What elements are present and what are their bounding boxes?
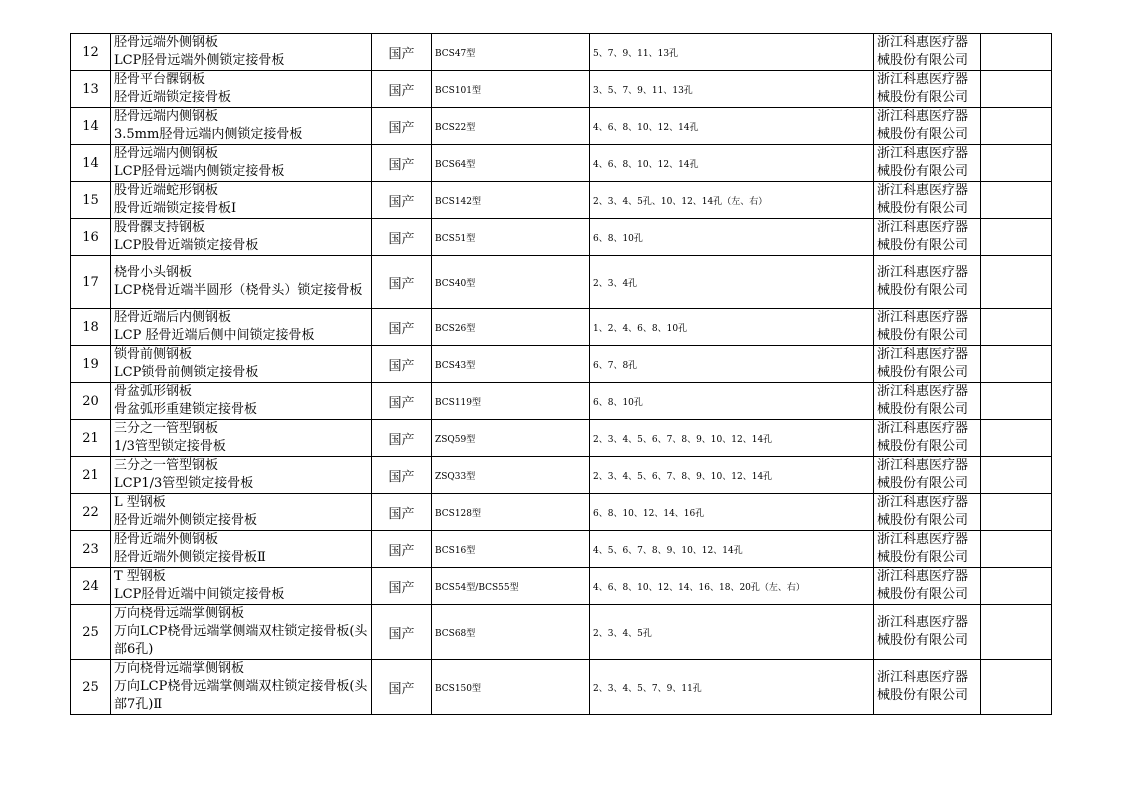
empty-cell	[981, 457, 1052, 494]
product-registered-name: 骨盆弧形重建锁定接骨板	[114, 402, 258, 417]
product-common-name: 三分之一管型钢板	[114, 421, 219, 436]
table-row	[71, 71, 1052, 108]
model-cell: BCS101型	[432, 71, 590, 108]
model-cell: BCS64型	[432, 145, 590, 182]
manufacturer-cell	[874, 531, 981, 568]
empty-cell	[981, 309, 1052, 346]
origin-cell: 国产	[372, 182, 432, 219]
empty-cell	[981, 531, 1052, 568]
manufacturer-line-1: 浙江科惠医疗器	[877, 146, 969, 161]
manufacturer-cell	[874, 108, 981, 145]
row-number-cell: 16	[71, 219, 111, 256]
product-name-cell	[111, 605, 372, 660]
product-table-body	[71, 34, 1052, 715]
product-name-cell	[111, 145, 372, 182]
product-name-cell	[111, 420, 372, 457]
manufacturer-line-2: 械股份有限公司	[877, 513, 969, 528]
spec-cell: 2、3、4、5孔	[590, 605, 874, 660]
empty-cell	[981, 605, 1052, 660]
product-registered-name: LCP胫骨远端外侧锁定接骨板	[114, 53, 285, 68]
empty-cell	[981, 420, 1052, 457]
model-cell: BCS68型	[432, 605, 590, 660]
product-registered-name: LCP胫骨近端中间锁定接骨板	[114, 587, 285, 602]
manufacturer-line-2: 械股份有限公司	[877, 633, 969, 648]
origin-cell: 国产	[372, 256, 432, 309]
model-cell: BCS51型	[432, 219, 590, 256]
spec-cell: 6、8、10孔	[590, 383, 874, 420]
model-cell: BCS47型	[432, 34, 590, 71]
manufacturer-line-2: 械股份有限公司	[877, 53, 969, 68]
row-number-cell: 25	[71, 605, 111, 660]
manufacturer-line-2: 械股份有限公司	[877, 283, 969, 298]
table-row	[71, 383, 1052, 420]
product-registered-name: 胫骨近端外侧锁定接骨板	[114, 513, 258, 528]
manufacturer-cell	[874, 420, 981, 457]
manufacturer-line-1: 浙江科惠医疗器	[877, 109, 969, 124]
manufacturer-line-1: 浙江科惠医疗器	[877, 183, 969, 198]
table-row	[71, 531, 1052, 568]
table-row	[71, 568, 1052, 605]
spec-cell: 4、6、8、10、12、14、16、18、20孔（左、右）	[590, 568, 874, 605]
row-number-cell: 23	[71, 531, 111, 568]
spec-cell: 4、6、8、10、12、14孔	[590, 108, 874, 145]
manufacturer-line-1: 浙江科惠医疗器	[877, 670, 969, 685]
product-registered-name: 3.5mm胫骨远端内侧锁定接骨板	[114, 127, 303, 142]
manufacturer-cell	[874, 457, 981, 494]
origin-cell: 国产	[372, 219, 432, 256]
product-name-cell	[111, 383, 372, 420]
manufacturer-cell	[874, 605, 981, 660]
table-row	[71, 108, 1052, 145]
manufacturer-line-2: 械股份有限公司	[877, 476, 969, 491]
table-row	[71, 182, 1052, 219]
empty-cell	[981, 256, 1052, 309]
model-cell: ZSQ33型	[432, 457, 590, 494]
product-name-cell	[111, 182, 372, 219]
product-registered-name: 万向LCP桡骨远端掌侧端双柱锁定接骨板(头部6孔)	[114, 624, 368, 657]
spec-cell: 2、3、4孔	[590, 256, 874, 309]
manufacturer-line-1: 浙江科惠医疗器	[877, 495, 969, 510]
manufacturer-line-2: 械股份有限公司	[877, 550, 969, 565]
product-registered-name: LCP胫骨远端内侧锁定接骨板	[114, 164, 285, 179]
row-number-cell: 12	[71, 34, 111, 71]
origin-cell: 国产	[372, 346, 432, 383]
manufacturer-cell	[874, 34, 981, 71]
row-number-cell: 21	[71, 457, 111, 494]
origin-cell: 国产	[372, 457, 432, 494]
manufacturer-line-2: 械股份有限公司	[877, 201, 969, 216]
table-row	[71, 457, 1052, 494]
product-registered-name: 万向LCP桡骨远端掌侧端双柱锁定接骨板(头部7孔)Ⅱ	[114, 679, 368, 712]
row-number-cell: 17	[71, 256, 111, 309]
empty-cell	[981, 383, 1052, 420]
product-name-cell	[111, 346, 372, 383]
product-name-cell	[111, 219, 372, 256]
product-name-cell	[111, 108, 372, 145]
origin-cell: 国产	[372, 420, 432, 457]
product-table	[70, 33, 1052, 715]
origin-cell: 国产	[372, 494, 432, 531]
empty-cell	[981, 182, 1052, 219]
manufacturer-cell	[874, 256, 981, 309]
row-number-cell: 18	[71, 309, 111, 346]
origin-cell: 国产	[372, 145, 432, 182]
product-name-cell	[111, 494, 372, 531]
model-cell: BCS40型	[432, 256, 590, 309]
manufacturer-line-1: 浙江科惠医疗器	[877, 220, 969, 235]
model-cell: BCS128型	[432, 494, 590, 531]
row-number-cell: 14	[71, 108, 111, 145]
table-row	[71, 256, 1052, 309]
model-cell: BCS22型	[432, 108, 590, 145]
table-row	[71, 605, 1052, 660]
table-row	[71, 309, 1052, 346]
spec-cell: 6、8、10孔	[590, 219, 874, 256]
manufacturer-line-2: 械股份有限公司	[877, 238, 969, 253]
model-cell: BCS16型	[432, 531, 590, 568]
manufacturer-line-2: 械股份有限公司	[877, 90, 969, 105]
table-row	[71, 494, 1052, 531]
row-number-cell: 15	[71, 182, 111, 219]
empty-cell	[981, 346, 1052, 383]
empty-cell	[981, 145, 1052, 182]
manufacturer-line-1: 浙江科惠医疗器	[877, 384, 969, 399]
row-number-cell: 24	[71, 568, 111, 605]
product-name-cell	[111, 256, 372, 309]
manufacturer-line-2: 械股份有限公司	[877, 328, 969, 343]
manufacturer-cell	[874, 346, 981, 383]
manufacturer-cell	[874, 660, 981, 715]
spec-cell: 6、7、8孔	[590, 346, 874, 383]
product-common-name: L 型钢板	[114, 495, 166, 510]
model-cell: BCS142型	[432, 182, 590, 219]
manufacturer-line-1: 浙江科惠医疗器	[877, 458, 969, 473]
manufacturer-cell	[874, 309, 981, 346]
product-common-name: 股骨近端蛇形钢板	[114, 183, 219, 198]
manufacturer-cell	[874, 219, 981, 256]
row-number-cell: 25	[71, 660, 111, 715]
row-number-cell: 21	[71, 420, 111, 457]
table-row	[71, 34, 1052, 71]
product-name-cell	[111, 531, 372, 568]
manufacturer-cell	[874, 71, 981, 108]
spec-cell: 2、3、4、5、6、7、8、9、10、12、14孔	[590, 457, 874, 494]
spec-cell: 3、5、7、9、11、13孔	[590, 71, 874, 108]
manufacturer-line-2: 械股份有限公司	[877, 688, 969, 703]
manufacturer-cell	[874, 568, 981, 605]
model-cell: BCS54型/BCS55型	[432, 568, 590, 605]
product-common-name: 胫骨平台髁钢板	[114, 72, 206, 87]
manufacturer-cell	[874, 383, 981, 420]
row-number-cell: 14	[71, 145, 111, 182]
product-registered-name: 股骨近端锁定接骨板Ⅰ	[114, 201, 237, 216]
product-common-name: 万向桡骨远端掌侧钢板	[114, 606, 245, 621]
origin-cell: 国产	[372, 568, 432, 605]
spec-cell: 1、2、4、6、8、10孔	[590, 309, 874, 346]
spec-cell: 4、6、8、10、12、14孔	[590, 145, 874, 182]
row-number-cell: 19	[71, 346, 111, 383]
origin-cell: 国产	[372, 605, 432, 660]
manufacturer-line-2: 械股份有限公司	[877, 365, 969, 380]
manufacturer-line-1: 浙江科惠医疗器	[877, 421, 969, 436]
manufacturer-cell	[874, 182, 981, 219]
spec-cell: 2、3、4、5、7、9、11孔	[590, 660, 874, 715]
product-name-cell	[111, 71, 372, 108]
product-common-name: 胫骨远端内侧钢板	[114, 146, 219, 161]
model-cell: ZSQ59型	[432, 420, 590, 457]
origin-cell: 国产	[372, 108, 432, 145]
product-common-name: T 型钢板	[114, 569, 166, 584]
product-common-name: 胫骨远端外侧钢板	[114, 35, 219, 50]
manufacturer-line-1: 浙江科惠医疗器	[877, 35, 969, 50]
manufacturer-line-1: 浙江科惠医疗器	[877, 532, 969, 547]
origin-cell: 国产	[372, 309, 432, 346]
product-name-cell	[111, 660, 372, 715]
product-common-name: 骨盆弧形钢板	[114, 384, 193, 399]
origin-cell: 国产	[372, 383, 432, 420]
table-row	[71, 219, 1052, 256]
spec-cell: 2、3、4、5孔、10、12、14孔（左、右）	[590, 182, 874, 219]
manufacturer-cell	[874, 145, 981, 182]
manufacturer-line-1: 浙江科惠医疗器	[877, 569, 969, 584]
manufacturer-line-2: 械股份有限公司	[877, 439, 969, 454]
empty-cell	[981, 34, 1052, 71]
origin-cell: 国产	[372, 34, 432, 71]
manufacturer-line-2: 械股份有限公司	[877, 402, 969, 417]
manufacturer-line-1: 浙江科惠医疗器	[877, 310, 969, 325]
row-number-cell: 22	[71, 494, 111, 531]
product-registered-name: LCP桡骨近端半圆形（桡骨头）锁定接骨板	[114, 283, 363, 298]
product-registered-name: 1/3管型锁定接骨板	[114, 439, 226, 454]
table-row	[71, 346, 1052, 383]
origin-cell: 国产	[372, 71, 432, 108]
product-common-name: 胫骨远端内侧钢板	[114, 109, 219, 124]
product-common-name: 胫骨近端后内侧钢板	[114, 310, 232, 325]
product-common-name: 胫骨近端外侧钢板	[114, 532, 219, 547]
product-name-cell	[111, 568, 372, 605]
spec-cell: 4、5、6、7、8、9、10、12、14孔	[590, 531, 874, 568]
manufacturer-line-1: 浙江科惠医疗器	[877, 265, 969, 280]
empty-cell	[981, 568, 1052, 605]
manufacturer-line-2: 械股份有限公司	[877, 127, 969, 142]
product-registered-name: 胫骨近端外侧锁定接骨板Ⅱ	[114, 550, 266, 565]
product-common-name: 桡骨小头钢板	[114, 265, 193, 280]
product-common-name: 万向桡骨远端掌侧钢板	[114, 661, 245, 676]
product-registered-name: LCP锁骨前侧锁定接骨板	[114, 365, 259, 380]
manufacturer-line-2: 械股份有限公司	[877, 587, 969, 602]
manufacturer-line-2: 械股份有限公司	[877, 164, 969, 179]
empty-cell	[981, 71, 1052, 108]
spec-cell: 2、3、4、5、6、7、8、9、10、12、14孔	[590, 420, 874, 457]
manufacturer-line-1: 浙江科惠医疗器	[877, 347, 969, 362]
empty-cell	[981, 108, 1052, 145]
table-row	[71, 420, 1052, 457]
product-name-cell	[111, 34, 372, 71]
manufacturer-line-1: 浙江科惠医疗器	[877, 615, 969, 630]
model-cell: BCS150型	[432, 660, 590, 715]
product-common-name: 股骨髁支持钢板	[114, 220, 206, 235]
row-number-cell: 20	[71, 383, 111, 420]
table-row	[71, 660, 1052, 715]
product-name-cell	[111, 309, 372, 346]
product-registered-name: LCP1/3管型锁定接骨板	[114, 476, 254, 491]
product-registered-name: 胫骨近端锁定接骨板	[114, 90, 232, 105]
manufacturer-line-1: 浙江科惠医疗器	[877, 72, 969, 87]
empty-cell	[981, 660, 1052, 715]
product-common-name: 锁骨前侧钢板	[114, 347, 193, 362]
product-registered-name: LCP股骨近端锁定接骨板	[114, 238, 259, 253]
model-cell: BCS26型	[432, 309, 590, 346]
product-registered-name: LCP 胫骨近端后侧中间锁定接骨板	[114, 328, 315, 343]
manufacturer-cell	[874, 494, 981, 531]
empty-cell	[981, 494, 1052, 531]
spec-cell: 5、7、9、11、13孔	[590, 34, 874, 71]
row-number-cell: 13	[71, 71, 111, 108]
model-cell: BCS43型	[432, 346, 590, 383]
product-common-name: 三分之一管型钢板	[114, 458, 219, 473]
model-cell: BCS119型	[432, 383, 590, 420]
empty-cell	[981, 219, 1052, 256]
product-name-cell	[111, 457, 372, 494]
table-row	[71, 145, 1052, 182]
origin-cell: 国产	[372, 531, 432, 568]
origin-cell: 国产	[372, 660, 432, 715]
spec-cell: 6、8、10、12、14、16孔	[590, 494, 874, 531]
